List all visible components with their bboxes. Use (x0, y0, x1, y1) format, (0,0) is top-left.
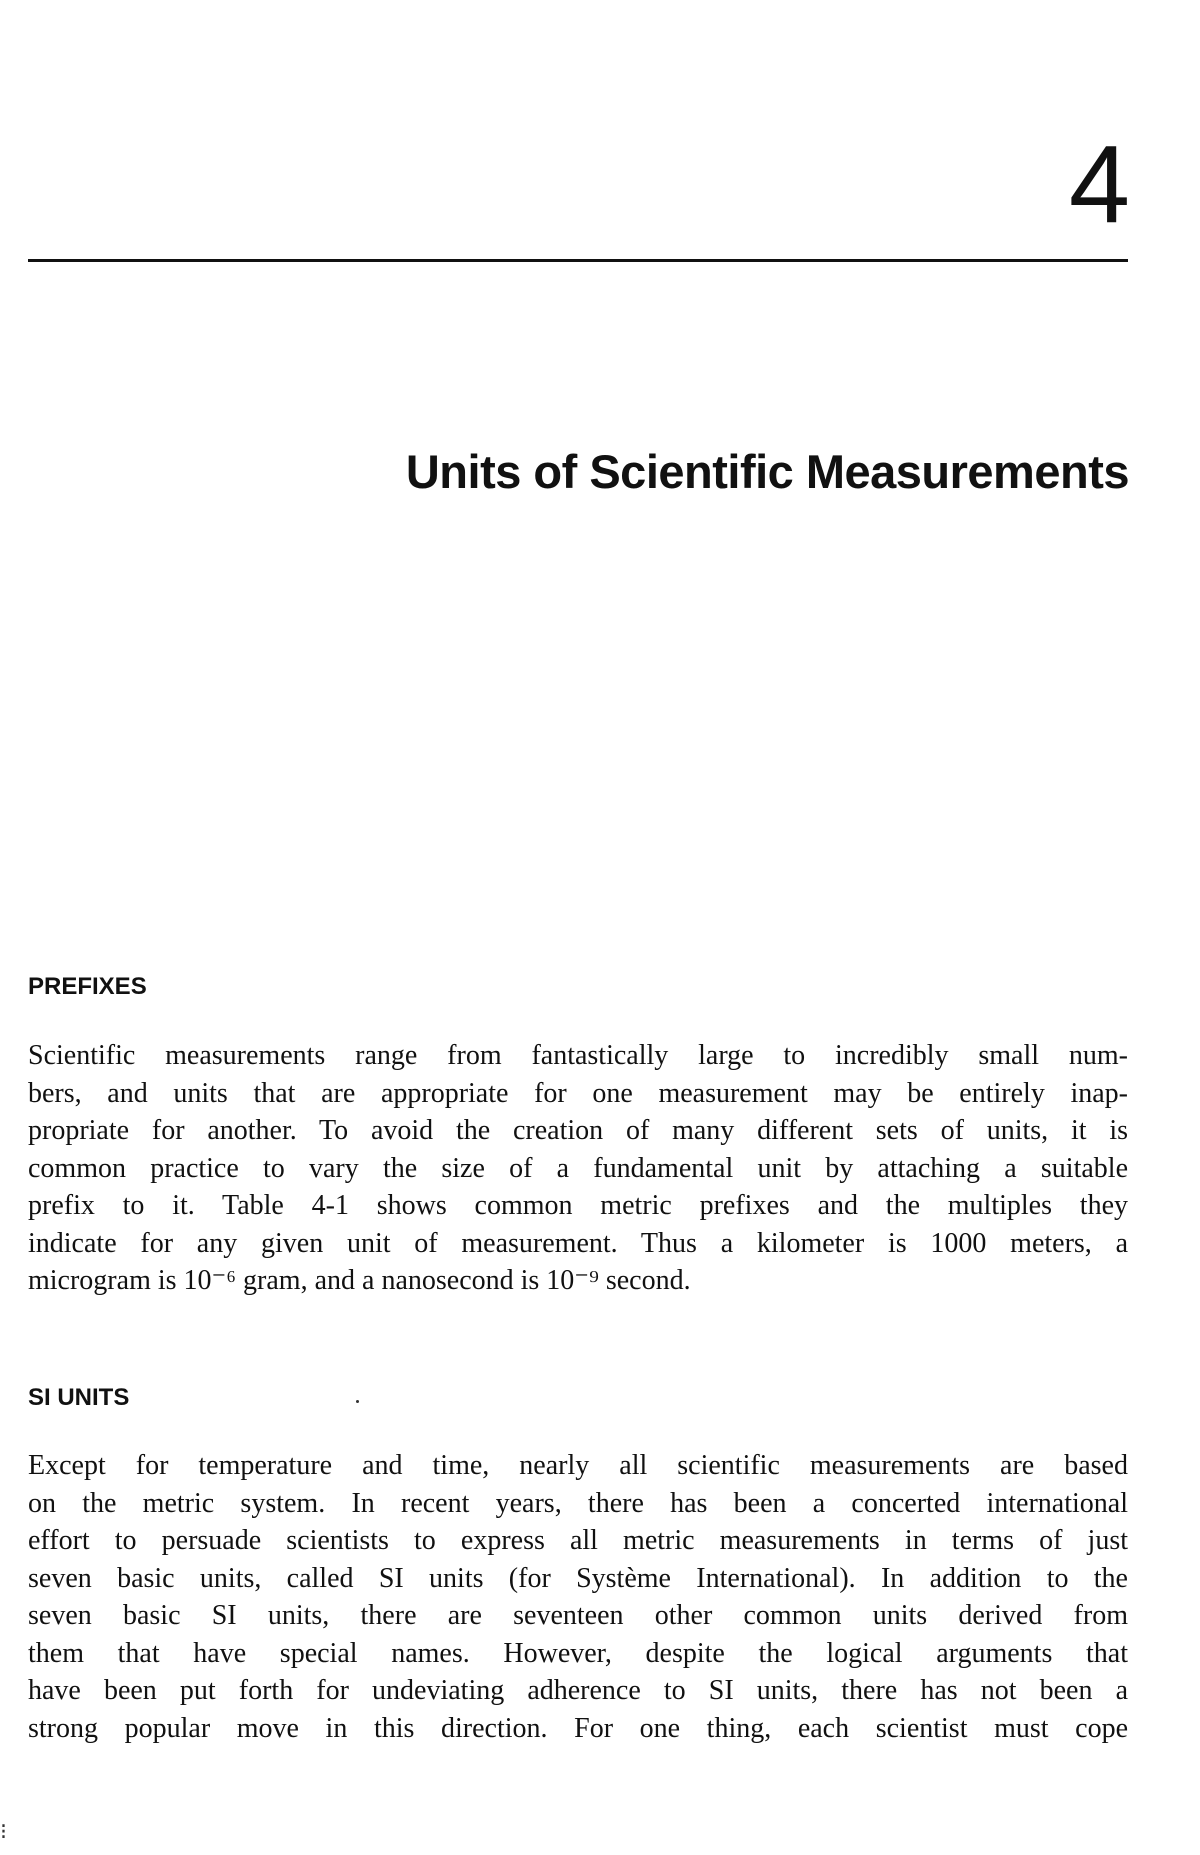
text-line: common practice to vary the size of a fundamental unit by attaching a suitable (28, 1152, 1128, 1184)
text-line: effort to persuade scientists to express all metric measurements in terms of just (28, 1525, 1128, 1556)
stray-dot-mark (356, 1400, 359, 1403)
chapter-rule (28, 259, 1128, 262)
text-line: seven basic SI units, there are seventeen other common units derived from (28, 1600, 1128, 1631)
text-line: bers, and units that are appropriate for one measurement may be entirely inap- (28, 1077, 1128, 1109)
text-line: them that have special names. However, despite the logical arguments that (28, 1637, 1128, 1669)
text-line: strong popular move in this direction. For one thing, each scientist must cope (28, 1712, 1128, 1744)
section-heading-si-units: SI UNITS (28, 1384, 130, 1411)
section-heading-prefixes: PREFIXES (28, 973, 147, 1000)
text-line: have been put forth for undeviating adherence to SI units, there has not been a (28, 1675, 1128, 1706)
text-line: seven basic units, called SI units (for Système International). In addition to the (28, 1562, 1128, 1594)
text-line: Except for temperature and time, nearly all scientific measurements are based (28, 1450, 1128, 1481)
text-line: indicate for any given unit of measurement. Thus a kilometer is 1000 meters, a (28, 1227, 1128, 1259)
text-line: prefix to it. Table 4-1 shows common metric prefixes and the multiples they (28, 1190, 1128, 1221)
text-line: propriate for another. To avoid the creation of many different sets of units, it is (28, 1115, 1128, 1146)
scan-margin-mark: ⁝ (0, 1820, 7, 1845)
paragraph-si-units (28, 1447, 1128, 1747)
paragraph-prefixes (28, 1037, 1128, 1300)
text-line: microgram is 10⁻⁶ gram, and a nanosecond is 10⁻⁹ second. (28, 1265, 691, 1296)
text-line: Scientific measurements range from fantastically large to incredibly small num- (28, 1040, 1128, 1071)
text-line: on the metric system. In recent years, there has been a concerted international (28, 1487, 1128, 1519)
chapter-title: Units of Scientific Measurements (405, 445, 1129, 498)
chapter-number: 4 (1068, 123, 1130, 246)
